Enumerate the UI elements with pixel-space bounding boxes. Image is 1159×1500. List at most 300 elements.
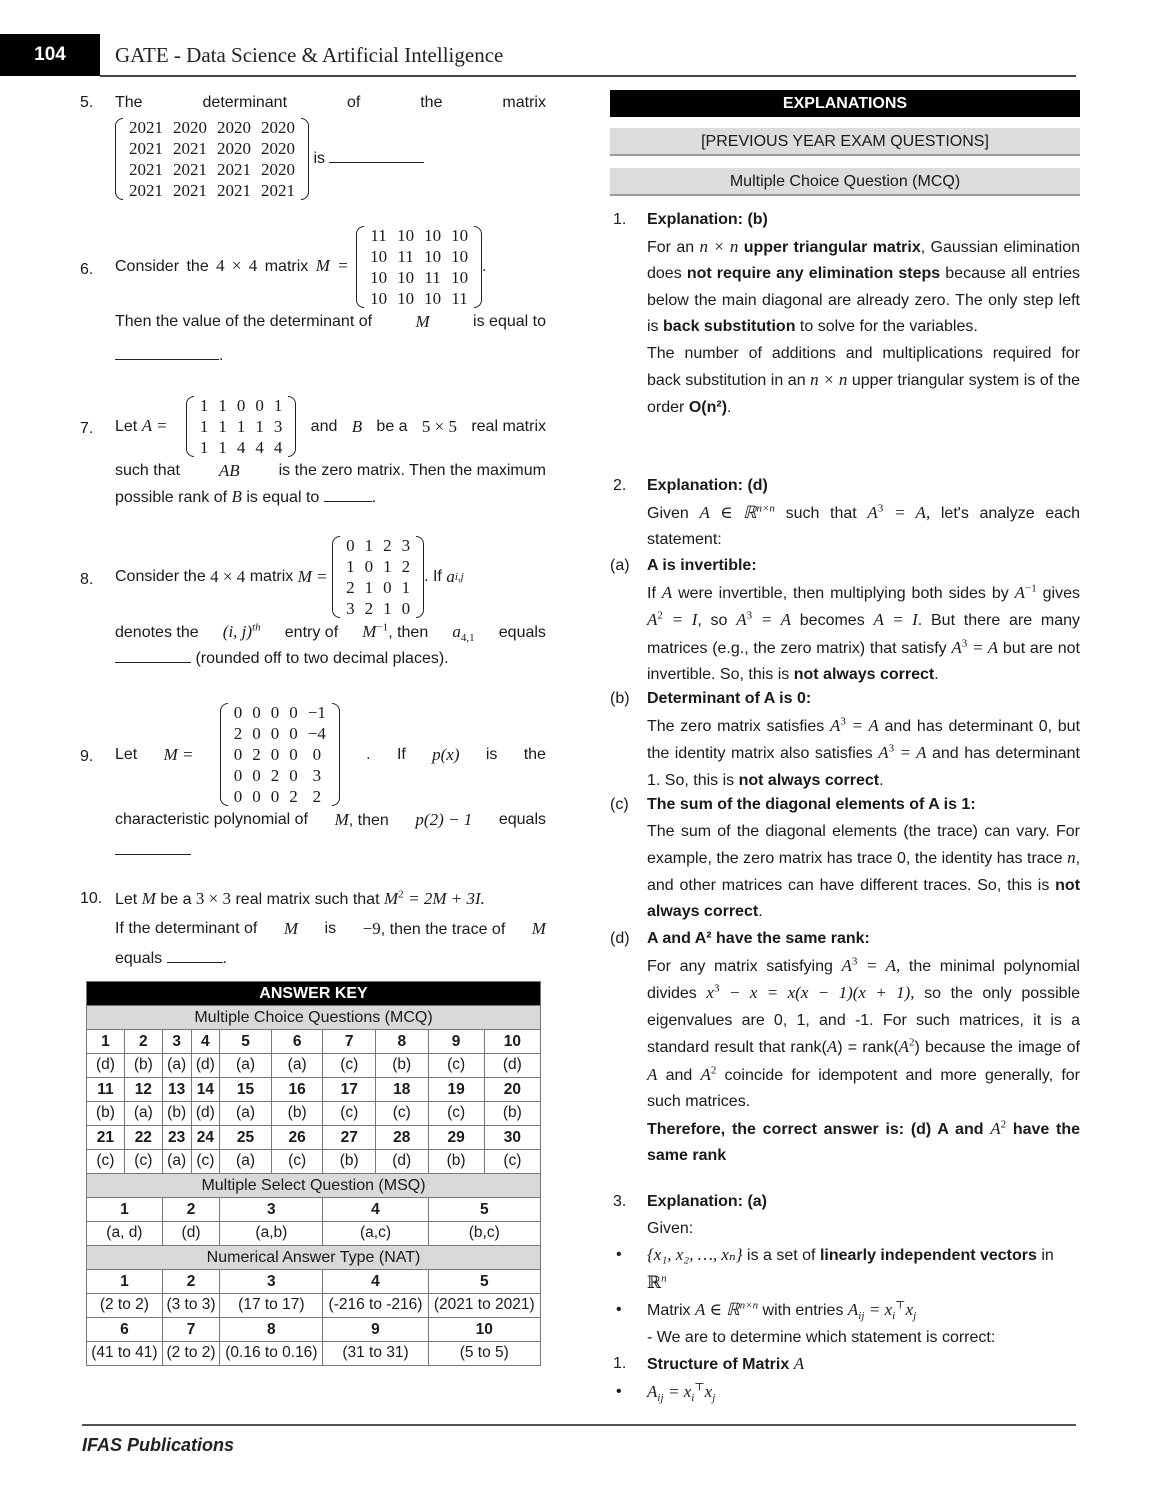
question-number-cell: 12 [124,1078,162,1102]
matrix-cell: 2 [270,766,280,785]
question-number-cell: 11 [87,1078,125,1102]
question-10: 10. Let M be a 3 × 3 real matrix such that $M^2 = 2M + 3I$. If the determinant of M is −9, then the trace of M equals . [80,884,546,973]
matrix-cell: 1 [236,417,246,436]
question-text: such that [115,462,180,479]
text-fragment: 2 [909,1036,915,1049]
answer-cell: (c) [428,1054,484,1078]
explanations-subtitle: [PREVIOUS YEAR EXAM QUESTIONS] [610,128,1080,156]
question-number-row [87,1126,541,1150]
question-number-row [87,1270,541,1294]
text-fragment: Structure of Matrix [647,1356,790,1373]
text-fragment: ) because the image of [914,1039,1081,1056]
text-fragment: 3 [888,742,895,755]
answer-cell: (a) [220,1102,272,1126]
matrix-row [229,723,331,744]
question-text: , then [388,624,429,641]
matrix-cell: 1 [346,557,355,576]
answer-row [87,1054,541,1078]
answer-cell: (c) [323,1054,376,1078]
question-number-cell: 4 [191,1030,220,1054]
text-fragment: so the only possible eigenvalues are 0, 1, and -1. For such matrices, it is a standard result that rank( [647,985,1081,1056]
text-fragment: ⊤ [694,1381,705,1394]
text-fragment: The sum of the diagonal elements (the trace) can vary. For example, the zero matrix has trace 0, the identity has trace [647,822,1080,867]
text-fragment: A [647,1381,658,1401]
matrix-cell: 0 [233,703,243,722]
text-fragment: Therefore, the correct answer is: (d) A and [647,1120,984,1138]
explanation-number: 1. [613,211,627,228]
matrix-cell: 1 [401,578,411,597]
text-fragment: and has determinant 0, but the identity matrix also satisfies [647,717,1081,762]
question-number-cell: 17 [323,1078,376,1102]
matrix-row [341,535,415,556]
text-fragment: {x₁, x₂, …, xₙ} [647,1245,743,1264]
text-fragment: − x = x(x − 1)(x + 1), [729,983,915,1002]
text-fragment: n [661,1272,667,1285]
explanation-2-part-b [610,686,1080,794]
text-fragment: = x [868,1300,893,1319]
math-var: M = [315,256,349,276]
question-text: is the zero matrix. Then the maximum [278,462,546,479]
question-number: 7. [80,420,94,437]
answer-cell: (c) [191,1150,220,1174]
question-text: Consider the [115,258,209,276]
math-var: a [446,567,455,586]
text-fragment: A [700,1064,711,1084]
text-fragment: , so [697,612,728,629]
step-number: 1. [613,1355,627,1372]
explanation-paragraph [647,341,1080,422]
matrix-cell: 10 [424,289,442,308]
math-var: M [334,810,349,829]
publisher-name: IFAS Publications [82,1435,235,1455]
math-var: M [141,889,156,908]
matrix-cell: 0 [270,724,280,743]
text-fragment: ij [858,1310,865,1323]
matrix-cell: 11 [370,226,387,245]
matrix-cell: 2 [312,787,322,806]
matrix-cell: 11 [397,247,414,266]
matrix-cell: 0 [233,745,243,764]
matrix [356,225,482,309]
answer-key-table [86,981,541,1366]
answer-cell: (c) [484,1150,540,1174]
part-label: (d) [610,930,630,947]
text-fragment: j [712,1391,716,1404]
math-expr: p(x) [432,744,460,764]
text-fragment: . [879,771,884,789]
question-text: equals [498,811,546,828]
text-fragment: upper triangular matrix [743,238,921,256]
answer-cell: (b) [484,1102,540,1126]
matrix-row [365,225,473,246]
matrix-cell: 2021 [173,160,207,179]
matrix-cell: 10 [424,247,442,266]
matrix [332,535,424,619]
text-fragment: A [647,1064,658,1084]
text-fragment: j [913,1310,917,1323]
question-text: , then [348,812,389,829]
question-text: is [485,745,498,763]
word: the [420,94,443,111]
explanation-heading: Explanation: (d) [647,477,768,494]
matrix-cell: 2021 [173,139,207,158]
question-number-cell: 23 [162,1126,191,1150]
answer-cell: (41 to 41) [87,1342,163,1366]
question-number-cell: 9 [428,1030,484,1054]
matrix-cell: 0 [270,745,280,764]
matrix-row [341,556,415,577]
answer-cell: (d) [375,1150,428,1174]
header-divider [100,75,1076,77]
explanation-2-part-c [610,792,1080,926]
answer-cell: (b) [271,1102,323,1126]
matrix-cell: 4 [273,438,283,457]
question-number-cell: 5 [428,1198,540,1222]
question-number-cell: 5 [220,1030,272,1054]
matrix [220,702,340,807]
matrix-cell: 4 [236,438,246,457]
matrix-cell: 1 [218,396,227,415]
text-fragment: ⊤ [895,1299,906,1312]
text-fragment: in [1041,1247,1054,1264]
matrix-row [124,159,300,180]
text-fragment: ) = rank( [837,1039,899,1056]
matrix-cell: 2021 [129,118,163,137]
text-fragment: 3 [713,982,720,995]
text-fragment: but are not invertible. So, this is [647,639,1080,683]
page-number: 104 [34,44,66,65]
text-fragment: n×n [739,1299,759,1312]
text-fragment: not require any elimination steps [686,265,941,282]
matrix-cell: 0 [312,745,322,764]
text-fragment: The zero matrix satisfies [647,717,825,735]
matrix-cell: 2021 [129,139,163,158]
section-row [87,1174,541,1198]
question-number-cell: 7 [162,1318,219,1342]
text-fragment: n × n [810,370,848,389]
answer-blank [115,839,191,855]
matrix-cell: 1 [364,536,374,555]
text-fragment: gives [1042,584,1081,602]
text-fragment: = A [760,610,791,629]
text-fragment: = A, [893,502,931,522]
text-fragment: A [830,715,841,735]
explanation-paragraph [647,500,1080,554]
text-fragment: A [647,610,658,629]
explanation-number: 3. [613,1193,627,1210]
part-text [647,819,1080,926]
question-text: . If [424,568,442,585]
question-number-cell: 26 [271,1126,323,1150]
bullet-icon: • [616,1301,622,1318]
section-row [87,1246,541,1270]
text-fragment: = I [671,610,698,629]
question-number-cell: 3 [220,1270,323,1294]
answer-cell: (a) [124,1102,162,1126]
bullet-item [610,1379,1080,1407]
question-number-row [87,1030,541,1054]
matrix-cell: 0 [252,703,261,722]
bullet-item [610,1242,1080,1297]
question-number-cell: 4 [323,1198,428,1222]
text-fragment: A [826,1037,838,1056]
math-var: M [415,312,430,331]
given-label: Given: [647,1219,694,1237]
question-text: be a [376,417,408,435]
matrix-cell: 3 [312,766,322,785]
question-text: . [366,745,371,763]
text-fragment: linearly independent vectors [819,1247,1037,1264]
answer-cell: (a,b) [220,1222,323,1246]
question-text: , then the trace of [380,921,506,938]
question-text [115,90,546,116]
question-9 [80,702,546,864]
bullet-icon: • [616,1382,622,1400]
answer-cell: (c) [428,1102,484,1126]
question-text: Then the value of the determinant of [115,313,373,330]
math-var: M [283,919,299,938]
matrix-cell: 0 [346,536,355,555]
note: - We are to determine which statement is correct: [647,1328,996,1346]
text-fragment: ij [657,1391,664,1404]
matrix-row [124,117,300,138]
conclusion [647,1116,1080,1170]
matrix-cell: 1 [383,557,392,576]
text-fragment: = A [972,637,999,657]
bullet-icon: • [616,1246,622,1263]
question-number: 6. [80,261,94,278]
matrix-row [229,786,331,807]
answer-cell: (a) [162,1054,191,1078]
section-row [87,1006,541,1030]
answer-cell: (d) [87,1054,125,1078]
part-label: (c) [610,796,629,813]
question-number-cell: 2 [162,1270,219,1294]
matrix-cell: 0 [383,578,392,597]
answer-cell: (2 to 2) [162,1342,219,1366]
text-fragment: A [736,610,747,629]
answer-cell: (a, d) [87,1222,163,1246]
matrix-cell: 2020 [173,118,207,137]
matrix-cell: 0 [364,557,374,576]
explanation-1 [610,207,1080,421]
matrix-row [365,246,473,267]
text-fragment: because all entries below the main diagonal are already zero. The only step left is [647,265,1080,335]
math-var: B [351,416,363,436]
question-number-cell: 24 [191,1126,220,1150]
text-fragment: . [934,666,939,683]
matrix-row [124,138,300,159]
question-number-cell: 10 [428,1318,540,1342]
text-fragment: A [793,1354,805,1373]
matrix-row [341,577,415,598]
question-number-cell: 27 [323,1126,376,1150]
matrix-cell: 0 [270,787,280,806]
answer-blank [167,947,223,963]
answer-cell: (a) [162,1150,191,1174]
text-fragment: x [905,1300,914,1319]
matrix [115,117,309,201]
question-text: is equal to [473,313,546,330]
matrix-row [195,416,288,437]
matrix-cell: 10 [451,268,469,287]
word: The [115,94,143,111]
question-text: matrix [249,568,294,585]
text-fragment: 2 [710,1064,717,1077]
answer-cell: (17 to 17) [220,1294,323,1318]
answer-row [87,1102,541,1126]
explanation-number: 2. [613,477,627,494]
answer-cell: (b) [124,1054,162,1078]
question-number-cell: 13 [162,1078,191,1102]
math-superscript: 2 [398,888,404,901]
explanation-2 [610,473,1080,554]
question-number-cell: 1 [87,1270,163,1294]
question-text: entry of [284,624,339,641]
matrix-cell: 10 [397,289,415,308]
part-heading: A is invertible: [647,557,757,574]
question-number-cell: 1 [87,1198,163,1222]
text-fragment: A [661,582,673,602]
question-number-cell: 10 [484,1030,540,1054]
matrix-cell: 0 [233,787,243,806]
text-fragment: back substitution [663,318,796,335]
answer-blank [324,486,372,502]
explanations-title: EXPLANATIONS [610,90,1080,117]
question-number-cell: 3 [162,1030,191,1054]
math-var: M = [297,567,328,586]
question-number-cell: 2 [162,1198,219,1222]
question-text: equals [115,950,163,967]
answer-cell: (c) [375,1102,428,1126]
text-fragment: 2 [1000,1118,1007,1131]
question-text: denotes the [115,624,199,641]
matrix-cell: 10 [370,289,388,308]
text-fragment: A ∈ ℝ [695,1300,740,1319]
explanation-3 [610,1189,1080,1406]
answer-row [87,1294,541,1318]
question-number-cell: 14 [191,1078,220,1102]
matrix-cell: 0 [289,766,298,785]
question-number-cell: 16 [271,1078,323,1102]
matrix-cell: −1 [307,703,326,722]
matrix-cell: 10 [397,226,415,245]
answer-cell: (c) [271,1150,323,1174]
math-var: M = [163,744,194,764]
answer-cell: (d) [484,1054,540,1078]
text-fragment: , and other matrices can have different traces. So, this is [647,850,1081,894]
question-number-cell: 19 [428,1078,484,1102]
text-fragment: −1 [1025,582,1037,595]
matrix-cell: 1 [255,417,264,436]
math-subscript: 4,1 [460,632,475,645]
matrix-cell: 2 [346,578,355,597]
math-dims: 5 × 5 [421,416,457,436]
matrix-cell: 1 [273,396,283,415]
matrix-cell: 0 [255,396,264,415]
text-fragment: were invertible, then multiplying both sides by [678,584,1009,602]
section-title: Multiple Select Question (MSQ) [87,1174,541,1198]
answer-blank [115,647,191,663]
answer-cell: (a,c) [323,1222,428,1246]
matrix-cell: 2021 [173,181,207,200]
math-expr: p(2) − 1 [415,810,473,829]
answer-key-title: ANSWER KEY [87,982,541,1006]
question-text: is [313,150,326,168]
text-fragment: . [758,903,763,920]
question-number-cell: 22 [124,1126,162,1150]
matrix-cell: 2021 [129,181,163,200]
math-expr: (i, j) [222,622,253,641]
question-text: equals [498,624,546,641]
text-fragment: = A, [866,955,901,975]
question-text: real matrix such that [235,891,380,908]
question-number-cell: 29 [428,1126,484,1150]
matrix-cell: 1 [218,438,227,457]
matrix-cell: 1 [199,438,209,457]
math-dims: 4 × 4 [216,256,258,276]
part-label: (a) [610,557,630,574]
section-title: Numerical Answer Type (NAT) [87,1246,541,1270]
text-fragment: not always correct [647,876,1081,920]
matrix-cell: 1 [199,396,209,415]
question-number-cell: 4 [323,1270,428,1294]
matrix-cell: 2021 [261,181,295,200]
matrix-cell: 11 [451,289,468,308]
text-fragment: If [647,584,656,602]
question-number-row [87,1318,541,1342]
answer-cell: (2021 to 2021) [428,1294,540,1318]
section-title: Multiple Choice Questions (MCQ) [87,1006,541,1030]
math-var: A = [141,416,168,435]
text-fragment: For any matrix satisfying [647,957,833,975]
answer-cell: (b) [428,1150,484,1174]
text-fragment: , Gaussian elimination does [647,238,1080,282]
answer-blank [329,147,424,163]
matrix-cell: 2020 [217,139,251,158]
text-fragment: upper triangular system is of the order [647,372,1081,416]
answer-row [87,1342,541,1366]
text-fragment: to solve for the variables. [799,318,978,335]
question-text: If [396,745,406,763]
bullet-item [610,1297,1080,1325]
matrix [186,395,297,458]
matrix-cell: 0 [401,599,411,618]
math-dims: 3 × 3 [195,889,232,908]
text-fragment: A ∈ ℝ [699,502,757,522]
answer-cell: (5 to 5) [428,1342,540,1366]
question-text: and [310,417,338,435]
question-number-cell: 21 [87,1126,125,1150]
question-7: 7. Let A = 1 1 0 0 1 1 1 1 1 3 1 1 4 4 4 and B be a 5 × 5 real matrix such that AB is the zero matrix. Then the maximum possible rank of B is equal to . [80,396,546,506]
answer-cell: (b) [375,1054,428,1078]
question-number-cell: 30 [484,1126,540,1150]
answer-row [87,1150,541,1174]
question-text: is equal to [246,489,320,506]
question-text: is [324,920,337,937]
question-text: Consider the [115,568,206,585]
matrix-cell: 2 [233,724,243,743]
text-fragment: x [704,1381,713,1401]
matrix-cell: 2 [289,787,298,806]
text-fragment: A [898,1037,910,1056]
math-dims: 4 × 4 [210,567,246,586]
part-label: (b) [610,690,630,707]
matrix-row [229,702,331,723]
matrix-cell: 10 [370,268,388,287]
answer-cell: (2 to 2) [87,1294,163,1318]
explanation-2-part-a [610,553,1080,689]
